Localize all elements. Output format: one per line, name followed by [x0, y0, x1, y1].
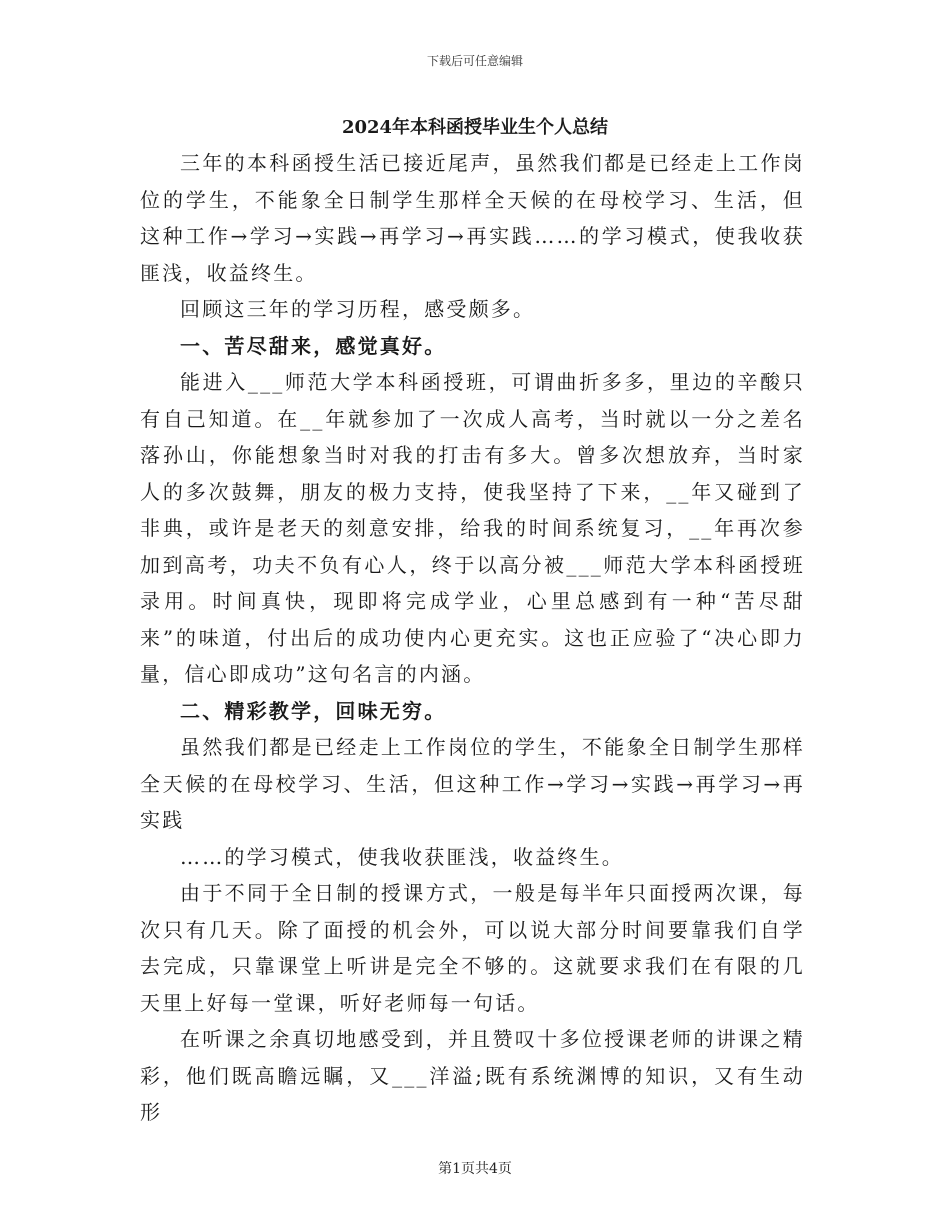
paragraph-section-2-a: 虽然我们都是已经走上工作岗位的学生，不能象全日制学生那样全天候的在母校学习、生活，但这种工作→学习→实践→再学习→再实践	[140, 735, 805, 832]
document-body	[140, 145, 805, 1131]
paragraph-section-2-b: ……的学习模式，使我收获匪浅，收益终生。	[180, 844, 624, 869]
section-heading-1: 一、苦尽甜来，感觉真好。	[180, 333, 447, 358]
paragraph-section-1: 能进入___师范大学本科函授班，可谓曲折多多，里边的辛酸只有自己知道。在__年就参加了一次成人高考，当时就以一分之差名落孙山，你能想象当时对我的打击有多大。曾多次想放弃，当时家人的多次鼓舞，朋友的极力支持，使我坚持了下来，__年又碰到了非典，或许是老天的刻意安排，给我的时间系统复习，__年再次参加到高考，功夫不负有心人，终于以高分被___师范大学本科函授班录用。时间真快，现即将完成学业，心里总感到有一种“苦尽甜来”的味道，付出后的成功使内心更充实。这也正应验了“决心即力量，信心即成功”这句名言的内涵。	[140, 370, 805, 686]
page-header: 下载后可任意编辑	[426, 54, 523, 68]
section-heading-2: 二、精彩教学，回味无穷。	[180, 698, 447, 723]
paragraph-section-2-c: 由于不同于全日制的授课方式，一般是每半年只面授两次课，每次只有几天。除了面授的机会外，可以说大部分时间要靠我们自学去完成，只靠课堂上听讲是完全不够的。这就要求我们在有限的几天里上好每一堂课，听好老师每一句话。	[140, 881, 805, 1015]
paragraph-review: 回顾这三年的学习历程，感受颇多。	[180, 297, 536, 321]
paragraph-section-2-d: 在听课之余真切地感受到，并且赞叹十多位授课老师的讲课之精彩，他们既高瞻远瞩，又___洋溢;既有系统渊博的知识，又有生动形	[140, 1027, 805, 1124]
document-title: 2024年本科函授毕业生个人总结	[341, 117, 609, 138]
paragraph-intro: 三年的本科函授生活已接近尾声，虽然我们都是已经走上工作岗位的学生，不能象全日制学生那样全天候的在母校学习、生活，但这种工作→学习→实践→再学习→再实践……的学习模式，使我收获匪浅，收益终生。	[140, 151, 805, 285]
page-number: 第1页共4页	[438, 1161, 512, 1177]
